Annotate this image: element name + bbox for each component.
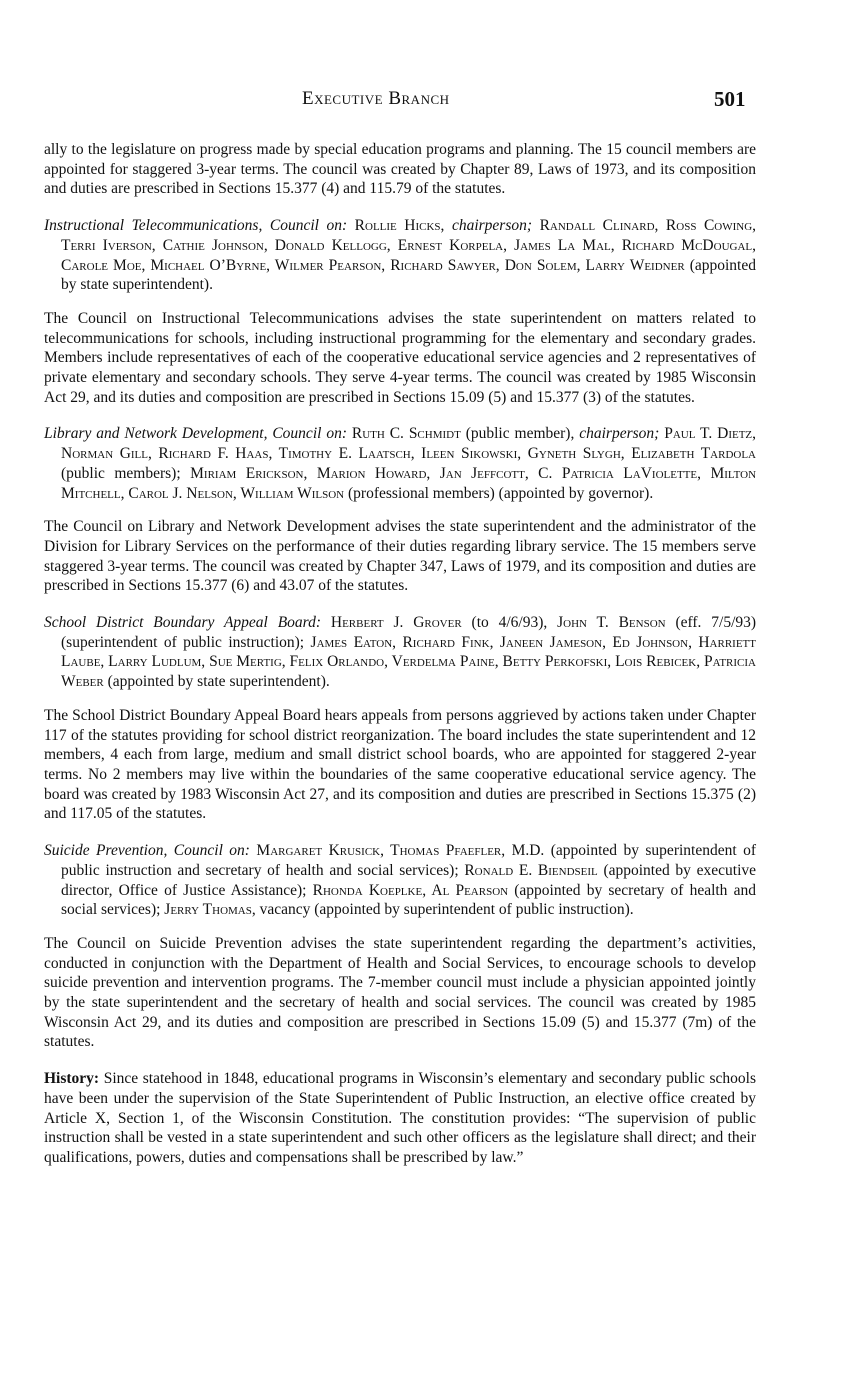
chair-name: Rollie Hicks, bbox=[354, 217, 445, 235]
member-names: James Eaton, Richard Fink, Janeen Jameson, Ed Johnson, Harriett Laube, Larry Ludlum, Sue Mertig, Felix Orlando, Verdelma Paine, Betty Perkofski, Lois Rebicek, Patricia Weber bbox=[61, 633, 757, 691]
entry-title: Library and Network Development, Council on: bbox=[44, 425, 347, 443]
appointment-note: (appointed by state superintendent). bbox=[107, 673, 330, 691]
entry-title: Suicide Prevention, Council on: bbox=[44, 842, 250, 860]
history-text: Since statehood in 1848, educational programs in Wisconsin’s elementary and secondary public schools have been under the supervision of the State Superintendent of Public Instruction, an elective office created by Article X, Section 1, of the Wisconsin Constitution. The constitution provides: “The supervision of public instruction shall be vested in a state superintendent and such other officers as the legislature shall direct; and their qualifications, powers, duties and compensations shall be prescribed by law.” bbox=[44, 1070, 756, 1166]
library-council-entry bbox=[44, 424, 756, 503]
member-name: Ronald E. Biendseil bbox=[464, 861, 598, 879]
chair-role: chairperson; bbox=[451, 217, 533, 235]
public-member-names: Paul T. Dietz, Norman Gill, Richard F. Haas, Timothy E. Laatsch, Ileen Sikowski, Gyneth Slygh, Elizabeth Tardola bbox=[61, 425, 757, 463]
page-body bbox=[44, 140, 756, 1185]
member-suffix: M.D. bbox=[511, 842, 545, 860]
professional-member-names: Miriam Erickson, Marion Howard, Jan Jeffcott, C. Patricia LaViolette, Milton Mitchell, Carol J. Nelson, William Wilson bbox=[61, 464, 757, 502]
page-header bbox=[0, 88, 859, 118]
member-note: (to 4/6/93), bbox=[471, 614, 548, 632]
chair-name: Ruth C. Schmidt bbox=[351, 425, 461, 443]
public-member-label: (public members); bbox=[61, 464, 181, 482]
page-number: 501 bbox=[714, 87, 746, 111]
history-label: History: bbox=[44, 1070, 100, 1088]
appointment-note: (appointed by secretary of health and social services); bbox=[61, 881, 756, 919]
appointment-note: (appointed by superintendent of public instruction and secretary of health and social services); bbox=[61, 842, 757, 879]
appointment-note: (appointed by state superintendent). bbox=[61, 256, 756, 294]
boundary-board-description: The School District Boundary Appeal Board hears appeals from persons aggrieved by actions taken under Chapter 117 of the statutes providing for school district reorganization. The board includes the state superintendent and 12 members, 4 each from large, medium and small district school boards, who are appointed for staggered 2-year terms. No 2 members may live within the boundaries of the same cooperative educational service agency. The board was created by 1983 Wisconsin Act 27, and its composition and duties are prescribed in Sections 15.375 (2) and 117.05 of the statutes. bbox=[44, 706, 756, 823]
member-names: Randall Clinard, Ross Cowing, Terri Iverson, Cathie Johnson, Donald Kellogg, Ernest Korpela, James La Mal, Richard McDougal, Carole Moe, Michael O’Byrne, Wilmer Pearson, Richard Sawyer, Don Solem, Larry Weidner bbox=[61, 217, 757, 274]
member-name: John T. Benson bbox=[557, 614, 666, 632]
professional-member-label: (professional members) bbox=[348, 484, 495, 502]
entry-title: School District Boundary Appeal Board: bbox=[44, 614, 322, 632]
suicide-council-entry bbox=[44, 841, 756, 920]
member-note: (eff. 7/5/93) (superintendent of public instruction); bbox=[61, 614, 757, 651]
entry-title: Instructional Telecommunications, Council on: bbox=[44, 217, 348, 235]
library-council-description: The Council on Library and Network Development advises the state superintendent and the administrator of the Division for Library Services on the performance of their duties regarding library service. The 15 members serve staggered 3-year terms. The council was created by Chapter 347, Laws of 1979, and its composition and duties are prescribed in Sections 15.377 (6) and 43.07 of the statutes. bbox=[44, 518, 756, 595]
member-names: Rhonda Koeplke, Al Pearson bbox=[312, 881, 509, 899]
member-name: Jerry Thomas, bbox=[164, 901, 256, 919]
running-head: Executive Branch bbox=[302, 88, 450, 109]
telecom-council-description: The Council on Instructional Telecommunications advises the state superintendent on matters related to telecommunications for schools, including instructional programming for the elementary and secondary grades. Members include representatives of each of the cooperative educational service agencies and 2 representatives of private elementary and secondary schools. They serve 4-year terms. The council was created by 1985 Wisconsin Act 29, and its duties and composition are prescribed in Sections 15.09 (5) and 15.377 (3) of the statutes. bbox=[44, 309, 756, 406]
history-paragraph bbox=[44, 1069, 756, 1168]
appointment-note: (appointed by executive director, Office of Justice Assistance); bbox=[61, 861, 757, 899]
member-name: Herbert J. Grover bbox=[330, 614, 462, 632]
boundary-board-entry bbox=[44, 613, 756, 692]
member-names: Margaret Krusick, Thomas Pfaefler, bbox=[256, 842, 506, 860]
chair-role: chairperson; bbox=[579, 425, 660, 443]
continuation-paragraph: ally to the legislature on progress made by special education programs and planning. The 15 council members are appointed for staggered 3-year terms. The council was created by Chapter 89, Laws of 1973, and its composition and duties are prescribed in Sections 15.377 (4) and 115.79 of the statutes. bbox=[44, 141, 756, 198]
appointment-note: vacancy (appointed by superintendent of public instruction). bbox=[259, 901, 634, 919]
appointment-note: (appointed by governor). bbox=[498, 484, 654, 502]
suicide-council-description: The Council on Suicide Prevention advises the state superintendent regarding the department’s activities, conducted in conjunction with the Department of Health and Social Services, to encourage schools to develop suicide prevention and intervention programs. The 7-member council must include a physician appointed jointly by the state superintendent and the secretary of health and social services. The council was created by 1985 Wisconsin Act 29, and its duties and composition are prescribed in Sections 15.09 (5) and 15.377 (7m) of the statutes. bbox=[44, 934, 756, 1051]
chair-note: (public member), bbox=[465, 425, 575, 443]
telecom-council-entry bbox=[44, 216, 756, 295]
